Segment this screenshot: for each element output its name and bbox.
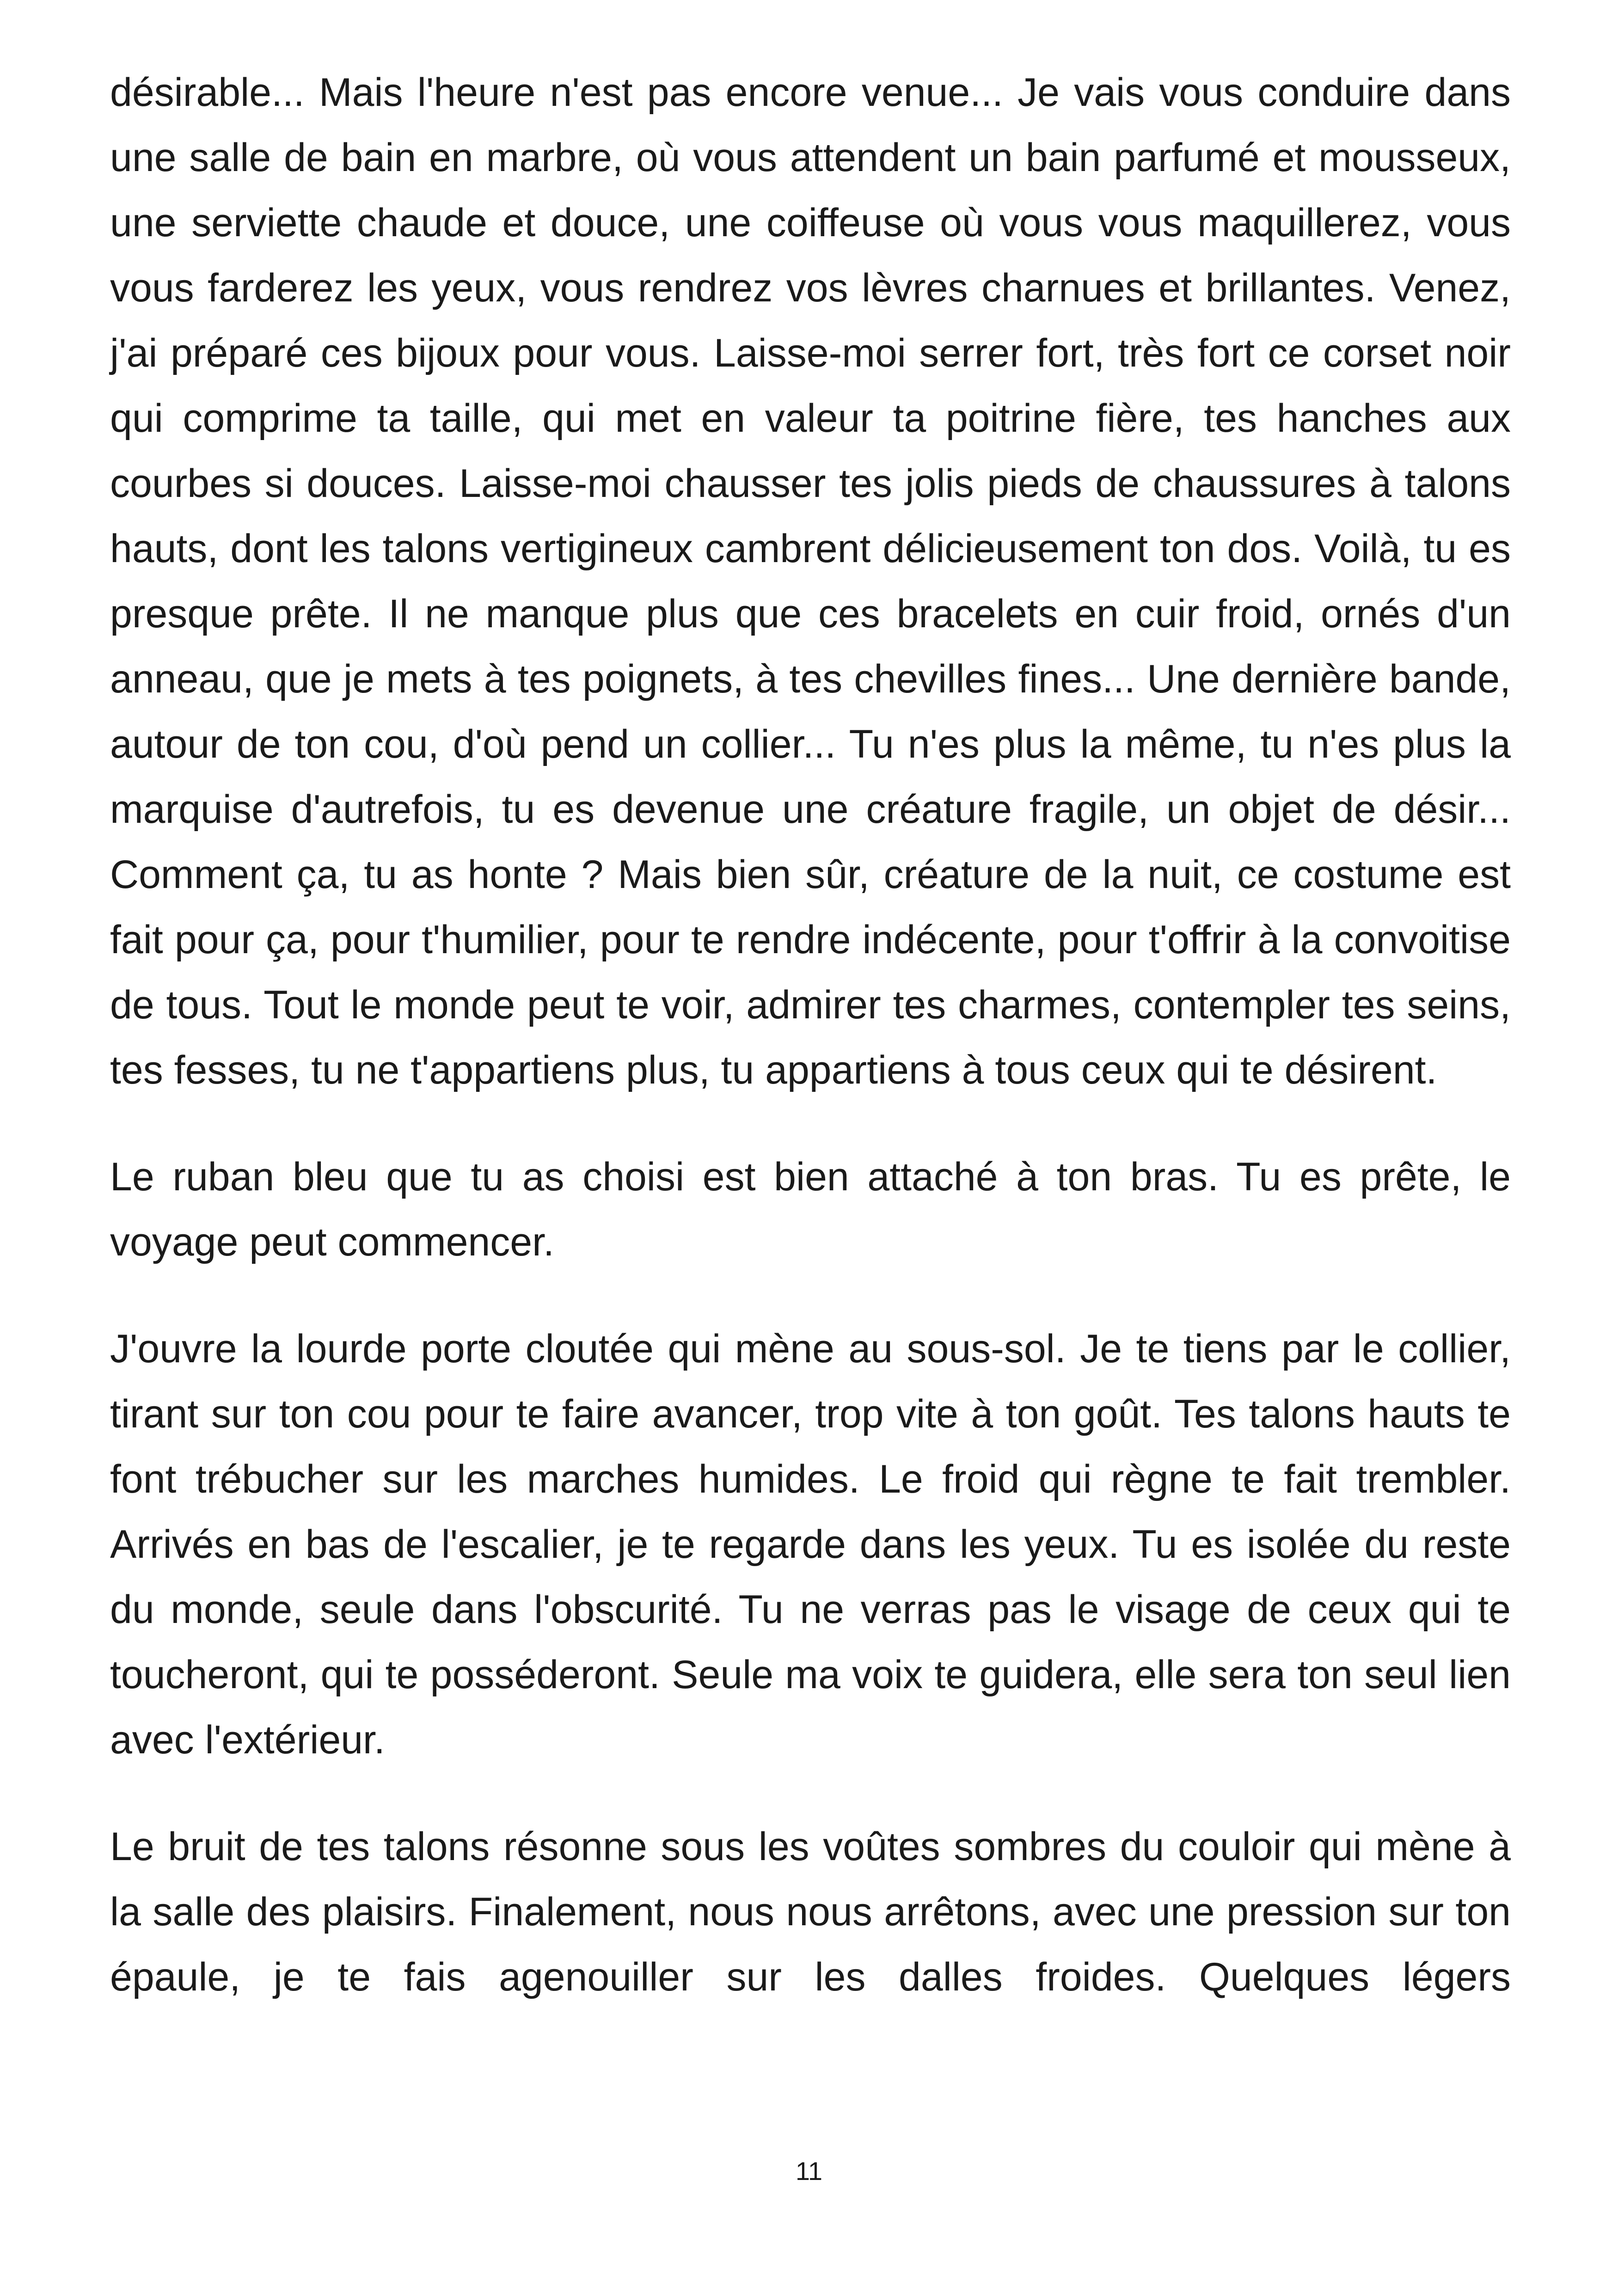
body-text xyxy=(110,60,1511,2051)
paragraph-1: désirable... Mais l'heure n'est pas encore venue... Je vais vous conduire dans une salle de bain en marbre, où vous attendent un bain parfumé et mousseux, une serviette chaude et douce, une coiffeuse où vous vous maquillerez, vous vous farderez les yeux, vous rendrez vos lèvres charnues et brillantes. Venez, j'ai préparé ces bijoux pour vous. Laisse-moi serrer fort, très fort ce corset noir qui comprime ta taille, qui met en valeur ta poitrine fière, tes hanches aux courbes si douces. Laisse-moi chausser tes jolis pieds de chaussures à talons hauts, dont les talons vertigineux cambrent délicieusement ton dos. Voilà, tu es presque prête. Il ne manque plus que ces bracelets en cuir froid, ornés d'un anneau, que je mets à tes poignets, à tes chevilles fines... Une dernière bande, autour de ton cou, d'où pend un collier... Tu n'es plus la même, tu n'es plus la marquise d'autrefois, tu es devenue une créature fragile, un objet de désir... Comment ça, tu as honte ? Mais bien sûr, créature de la nuit, ce costume est fait pour ça, pour t'humilier, pour te rendre indécente, pour t'offrir à la convoitise de tous. Tout le monde peut te voir, admirer tes charmes, contempler tes seins, tes fesses, tu ne t'appartiens plus, tu appartiens à tous ceux qui te désirent. xyxy=(110,70,1511,1092)
page-number: 11 xyxy=(795,2156,823,2186)
paragraph-2: Le ruban bleu que tu as choisi est bien attaché à ton bras. Tu es prête, le voyage peut commencer. xyxy=(110,1155,1511,1264)
paragraph-3: J'ouvre la lourde porte cloutée qui mène au sous-sol. Je te tiens par le collier, tirant sur ton cou pour te faire avancer, trop vite à ton goût. Tes talons hauts te font trébucher sur les marches humides. Le froid qui règne te fait trembler. Arrivés en bas de l'escalier, je te regarde dans les yeux. Tu es isolée du reste du monde, seule dans l'obscurité. Tu ne verras pas le visage de ceux qui te toucheront, qui te posséderont. Seule ma voix te guidera, elle sera ton seul lien avec l'extérieur. xyxy=(110,1327,1511,1762)
paragraph-4: Le bruit de tes talons résonne sous les voûtes sombres du couloir qui mène à la salle des plaisirs. Finalement, nous nous arrêtons, avec une pression sur ton épaule, je te fais agenouiller sur les dalles froides. Quelques légers xyxy=(110,1825,1511,1999)
